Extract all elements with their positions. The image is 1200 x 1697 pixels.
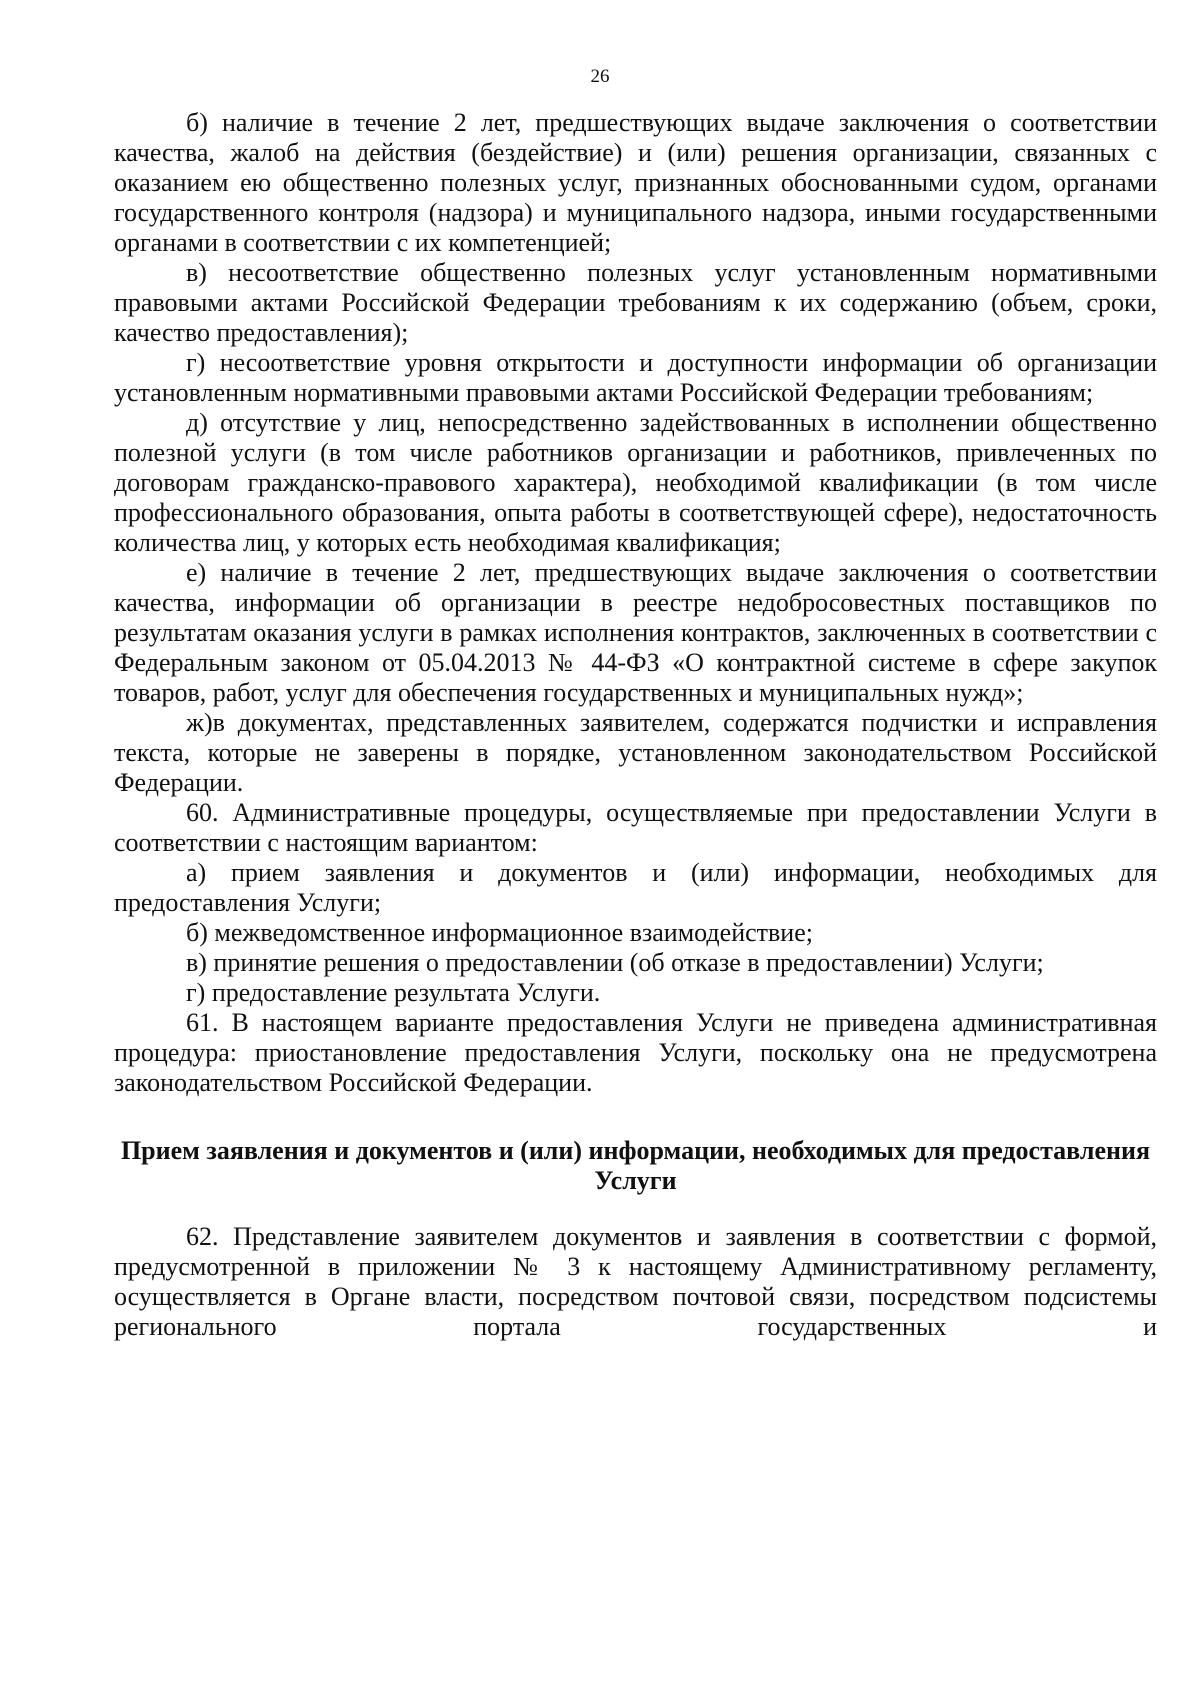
paragraph-item-zh-corrections: ж)в документах, представленных заявителем, содержатся подчистки и исправления текста, которые не заверены в порядке, установленном законодательством Российской Федерации. (114, 708, 1157, 797)
paragraph-60-b: б) межведомственное информационное взаимодействие; (186, 918, 813, 947)
document-body (114, 108, 1157, 1342)
paragraph-60-v: в) принятие решения о предоставлении (об отказе в предоставлении) Услуги; (186, 948, 1044, 977)
paragraph-60-g: г) предоставление результата Услуги. (186, 978, 601, 1007)
page-number: 26 (590, 66, 610, 87)
paragraph-60-a: а) прием заявления и документов и (или) информации, необходимых для предоставления Услуги; (114, 858, 1157, 917)
paragraph-item-d-qualification: д) отсутствие у лиц, непосредственно задействованных в исполнении общественно полезной услуги (в том числе работников организации и работников, привлеченных по договорам гражданско-правового характера), необходимой квалификации (в том числе профессионального образования, опыта работы в соответствующей сфере), недостаточность количества лиц, у которых есть необходимая квалификация; (114, 408, 1157, 557)
paragraph-item-e-registry: е) наличие в течение 2 лет, предшествующих выдаче заключения о соответствии качества, информации об организации в реестре недобросовестных поставщиков по результатам оказания услуги в рамках исполнения контрактов, заключенных в соответствии с Федеральным законом от 05.04.2013 № 44-ФЗ «О контрактной системе в сфере закупок товаров, работ, услуг для обеспечения государственных и муниципальных нужд»; (114, 558, 1157, 707)
paragraph-61: 61. В настоящем варианте предоставления Услуги не приведена административная процедура: приостановление предоставления Услуги, поскольку она не предусмотрена законодательством Российской Федерации. (114, 1008, 1157, 1097)
paragraph-62: 62. Представление заявителем документов и заявления в соответствии с формой, предусмотренной в приложении № 3 к настоящему Административному регламенту, осуществляется в Органе власти, посредством почтовой связи, посредством подсистемы регионального портала государственных и (114, 1222, 1157, 1341)
paragraph-item-b-complaints: б) наличие в течение 2 лет, предшествующих выдаче заключения о соответствии качества, жалоб на действия (бездействие) и (или) решения организации, связанных с оказанием ею общественно полезных услуг, признанных обоснованными судом, органами государственного контроля (надзора) и муниципального надзора, иными государственными органами в соответствии с их компетенцией; (114, 108, 1157, 257)
section-heading: Прием заявления и документов и (или) информации, необходимых для предоставления Услуги (120, 1136, 1151, 1195)
paragraph-item-v-nonconformity: в) несоответствие общественно полезных услуг установленным нормативными правовыми актами Российской Федерации требованиям к их содержанию (объем, сроки, качество предоставления); (114, 258, 1157, 347)
paragraph-60: 60. Административные процедуры, осуществляемые при предоставлении Услуги в соответствии с настоящим вариантом: (114, 798, 1157, 857)
paragraph-item-g-openness: г) несоответствие уровня открытости и доступности информации об организации установленным нормативными правовыми актами Российской Федерации требованиям; (114, 348, 1157, 407)
